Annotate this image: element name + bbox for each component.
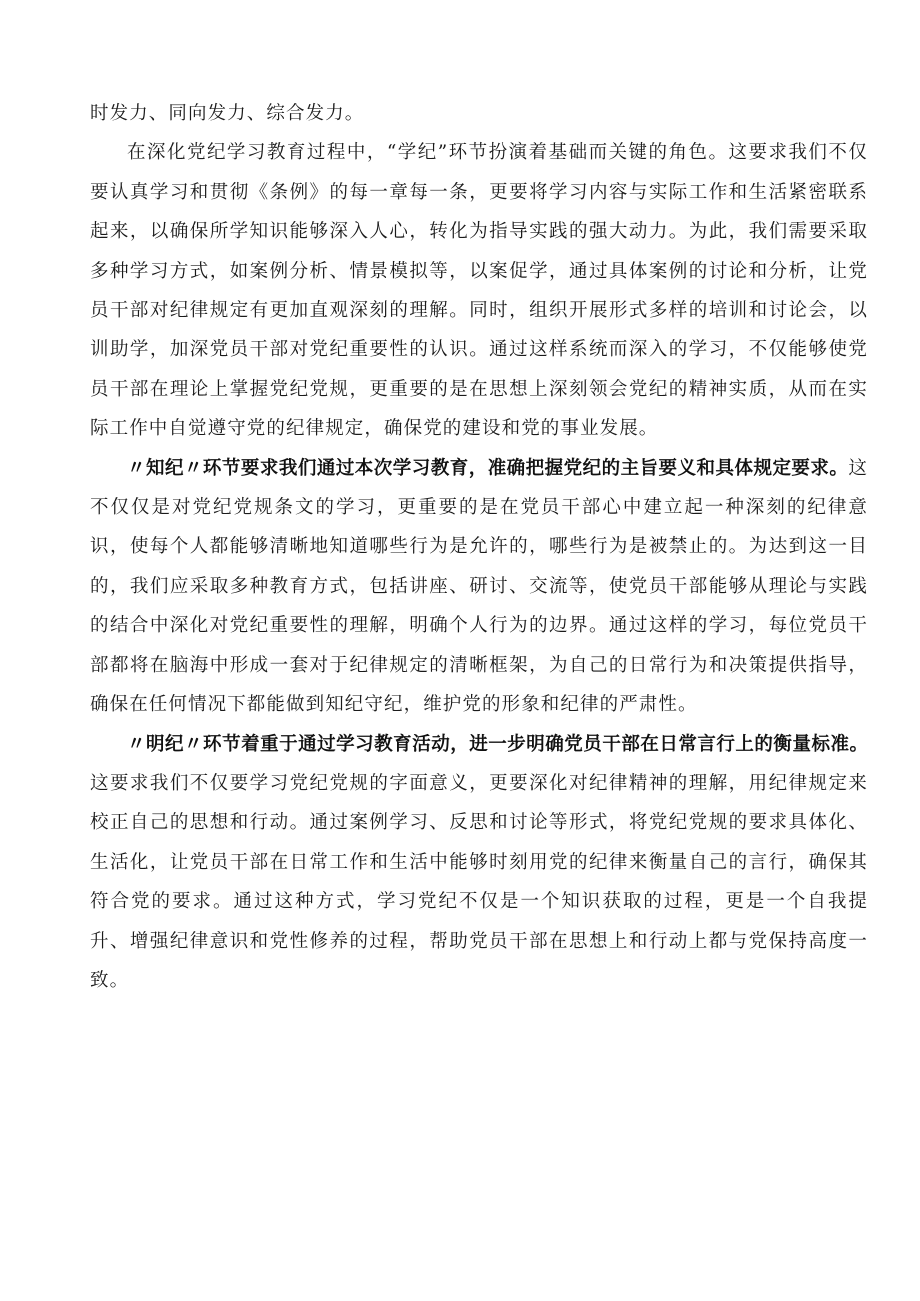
- paragraph-zhiji: [90, 449, 868, 725]
- paragraph-mingji: [90, 725, 868, 1001]
- paragraph-xueji: [90, 133, 868, 448]
- paragraph-text: 在深化党纪学习教育过程中，“学纪”环节扮演着基础而关键的角色。这要求我们不仅要认真学习和贯彻《条例》的每一章每一条，更要将学习内容与实际工作和生活紧密联系起来，以确保所学知识能够深入人心，转化为指导实践的强大动力。为此，我们需要采取多种学习方式，如案例分析、情景模拟等，以案促学，通过具体案例的讨论和分析，让党员干部对纪律规定有更加直观深刻的理解。同时，组织开展形式多样的培训和讨论会，以训助学，加深党员干部对党纪重要性的认识。通过这样系统而深入的学习，不仅能够使党员干部在理论上掌握党纪党规，更重要的是在思想上深刻领会党纪的精神实质，从而在实际工作中自觉遵守党的纪律规定，确保党的建设和党的事业发展。: [90, 142, 868, 440]
- paragraph-text: 时发力、同向发力、综合发力。: [90, 103, 365, 124]
- paragraph-text: 这不仅仅是对党纪党规条文的学习，更重要的是在党员干部心中建立起一种深刻的纪律意识，使每个人都能够清晰地知道哪些行为是允许的，哪些行为是被禁止的。为达到这一目的，我们应采取多种教育方式，包括讲座、研讨、交流等，使党员干部能够从理论与实践的结合中深化对党纪重要性的理解，明确个人行为的边界。通过这样的学习，每位党员干部都将在脑海中形成一套对于纪律规定的清晰框架，为自己的日常行为和决策提供指导，确保在任何情况下都能做到知纪守纪，维护党的形象和纪律的严肃性。: [90, 457, 868, 716]
- paragraph-continuation: [90, 94, 868, 133]
- paragraph-text: 这要求我们不仅要学习党纪党规的字面意义，更要深化对纪律精神的理解，用纪律规定来校正自己的思想和行动。通过案例学习、反思和讨论等形式，将党纪党规的要求具体化、生活化，让党员干部在日常工作和生活中能够时刻用党的纪律来衡量自己的言行，确保其符合党的要求。通过这种方式，学习党纪不仅是一个知识获取的过程，更是一个自我提升、增强纪律意识和党性修养的过程，帮助党员干部在思想上和行动上都与党保持高度一致。: [90, 772, 868, 991]
- paragraph-lead-sentence: 〃明纪〃环节着重于通过学习教育活动，进一步明确党员干部在日常言行上的衡量标准。: [127, 733, 868, 755]
- document-body: [90, 94, 868, 1000]
- paragraph-lead-sentence: 〃知纪〃环节要求我们通过本次学习教育，准确把握党纪的主旨要义和具体规定要求。: [127, 457, 849, 479]
